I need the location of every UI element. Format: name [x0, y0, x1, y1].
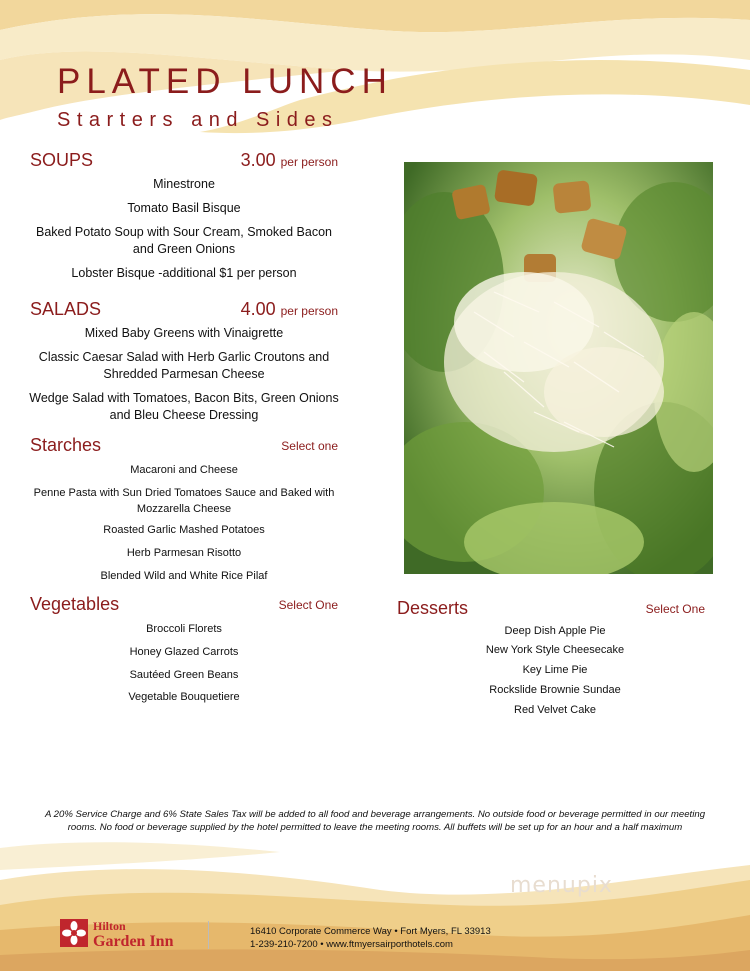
soups-heading: SOUPS: [30, 150, 94, 170]
logo-divider: [208, 921, 209, 949]
list-item: Minestrone: [153, 177, 215, 191]
salads-price: 4.00 per person: [240, 299, 338, 319]
list-item: Sautéed Green Beans: [129, 669, 239, 681]
list-item: Baked Potato Soup with Sour Cream, Smoked Bacon and Green Onions: [36, 225, 332, 256]
vegetables-heading: Vegetables: [30, 594, 120, 614]
address-line: 16410 Corporate Commerce Way • Fort Myers, FL 33913: [250, 926, 491, 937]
list-item: Key Lime Pie: [522, 664, 588, 676]
desserts-note: Select One: [645, 602, 705, 616]
hotel-address: [250, 925, 491, 951]
list-item: Vegetable Bouquetiere: [128, 691, 240, 703]
footer-note: A 20% Service Charge and 6% State Sales Tax will be added to all food and beverage arrangements. No outside food or beverage permitted in our meeting rooms. No food or beverage supplied by the hotel permitted to leave the meeting rooms. All buffets will be set up for an hour and a half maximum: [44, 809, 706, 833]
list-item: Macaroni and Cheese: [130, 464, 238, 476]
starches-note: Select one: [281, 439, 338, 453]
list-item: Wedge Salad with Tomatoes, Bacon Bits, Green Onions and Bleu Cheese Dressing: [29, 391, 339, 422]
list-item: Red Velvet Cake: [514, 704, 596, 716]
vegetables-note: Select One: [278, 598, 338, 612]
list-item: Classic Caesar Salad with Herb Garlic Croutons and Shredded Parmesan Cheese: [38, 350, 330, 381]
list-item: Herb Parmesan Risotto: [126, 547, 242, 559]
desserts-heading: Desserts: [397, 598, 469, 618]
list-item: Broccoli Florets: [146, 623, 222, 635]
page-subtitle: Starters and Sides: [57, 109, 339, 131]
soups-price: 3.00 per person: [240, 150, 338, 170]
page-title: PLATED LUNCH: [57, 62, 393, 101]
svg-text:Garden Inn: Garden Inn: [93, 933, 174, 949]
watermark: menupix: [510, 873, 613, 898]
list-item: Deep Dish Apple Pie: [504, 625, 606, 637]
list-item: Rockslide Brownie Sundae: [489, 684, 621, 696]
svg-text:Hilton: Hilton: [93, 919, 126, 933]
list-item: Lobster Bisque -additional $1 per person: [71, 266, 297, 280]
list-item: Penne Pasta with Sun Dried Tomatoes Sauce and Baked with Mozzarella Cheese: [33, 487, 335, 515]
list-item: Honey Glazed Carrots: [129, 646, 239, 658]
list-item: New York Style Cheesecake: [485, 644, 625, 656]
contact-line: 1-239-210-7200 • www.ftmyersairporthotels.com: [250, 939, 453, 950]
caesar-salad-photo: [404, 162, 713, 574]
list-item: Blended Wild and White Rice Pilaf: [100, 570, 268, 582]
flower-icon: [60, 919, 88, 947]
list-item: Tomato Basil Bisque: [127, 201, 241, 215]
soups-price-unit: per person: [280, 155, 338, 169]
starches-heading: Starches: [30, 435, 102, 455]
salads-heading: SALADS: [30, 299, 102, 319]
list-item: Mixed Baby Greens with Vinaigrette: [84, 326, 284, 340]
salads-price-unit: per person: [280, 304, 338, 318]
hilton-garden-inn-logo: [60, 917, 200, 954]
list-item: Roasted Garlic Mashed Potatoes: [103, 524, 265, 536]
